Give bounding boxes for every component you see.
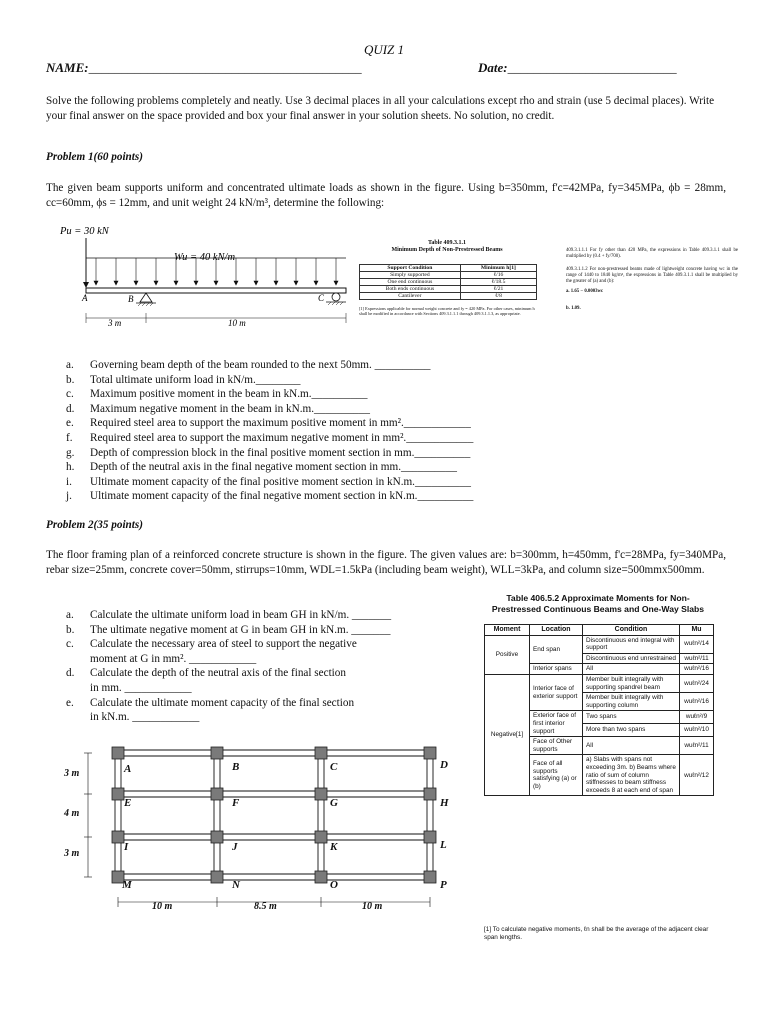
question-letter: b. [66,623,75,636]
list-item [66,402,473,417]
table409-footnote: [1] Expressions applicable for normal weight concrete and fy = 420 MPa. For other cases, minimum h shall be modified in accordance with Sections 409.3.1.1.1 through 409.3.1.1.3, as appropriate. [359,306,535,317]
question-letter: b. [66,373,75,386]
problem2-questions [66,608,476,725]
question-text: Required steel area to support the maximum positive moment in mm².____________ [90,417,471,430]
table406-mu: wuℓn²/10 [680,724,714,737]
name-field [46,60,362,76]
question-text: Maximum negative moment in the beam in kN.m.__________ [90,402,370,415]
side-notes [566,248,738,312]
question-text: Depth of compression block in the final positive moment section in mm.__________ [90,446,471,459]
side-note-1: 409.3.1.1.1 For fy other than 420 MPa, the expressions in Table 409.3.1.1 shall be multiplied by (0.4 + fy/700). [566,248,738,259]
question-text-cont: in kN.m. ____________ [90,711,200,724]
table406-mu: wuℓn²/11 [680,653,714,664]
table406-mu: wuℓn²/24 [680,674,714,692]
beam-drawing [83,238,346,323]
table406-h-moment: Moment [485,625,530,636]
table406-mu: wuℓn²/9 [680,711,714,724]
table406-title-line2: Prestressed Continuous Beams and One-Way Slabs [491,604,705,614]
table406-cond: Member built integrally with supporting spandrel beam [583,674,680,692]
table406-mu: wuℓn²/11 [680,737,714,755]
table406-cond: All [583,737,680,755]
table406-cond: Member built integrally with supporting column [583,693,680,711]
table406-h-condition: Condition [583,625,680,636]
table406-title [478,593,718,615]
table406-negative: Negative[1] [485,674,530,795]
table406-loc: Interior spans [530,664,583,675]
node-label: P [440,879,447,891]
table406-loc: Exterior face of first interior support [530,711,583,737]
question-text: The ultimate negative moment at G in beam GH in kN.m. _______ [90,623,391,636]
table-row [360,272,537,279]
question-letter: e. [66,417,74,430]
quiz-title: QUIZ 1 [363,42,405,57]
table406-cond: a) Slabs with spans not exceeding 3m. b) Beams where ratio of sum of column stiffnesses to beam stiffness exceeds 8 at each end of span [583,755,680,796]
question-text: Depth of the neutral axis in the final negative moment section in mm.__________ [90,461,457,474]
list-item [66,358,473,373]
name-blank: __________________________________________ [88,60,362,75]
question-letter: a. [66,609,74,621]
question-letter: d. [66,667,75,680]
table409 [359,264,537,300]
framing-plan [56,740,466,918]
list-item [66,373,473,388]
table406-loc: Interior face of exterior support [530,674,583,710]
vdim-label: 3 m [64,768,80,779]
node-label: D [440,759,448,771]
table409-condition: Simply supported [360,272,461,279]
table409-condition: Cantilever [360,293,461,300]
table409-col1: Support Condition [360,265,461,272]
wu-label: Wu = 40 kN/m [174,252,236,263]
instructions: Solve the following problems completely and neatly. Use 3 decimal places in all your calculations except rho and strain (use 5 decimal places). Write your final answer on the space provided and box your final answer in your solution sheets. No solution, no credit. [46,95,715,122]
node-label: J [232,841,238,853]
table406-cond: More than two spans [583,724,680,737]
table-row [485,674,714,692]
problem1-heading: Problem 1(60 points) [46,151,143,163]
list-item [66,608,476,623]
question-text: Calculate the necessary area of steel to support the negative [90,638,357,651]
dim-left-label: 3 m [108,318,122,328]
node-label: A [124,763,132,775]
table406-title-line1: Table 406.5.2 Approximate Moments for Non- [506,593,690,603]
side-note-2: 409.3.1.1.2 For non-prestressed beams made of lightweight concrete having wc in the range of 1440 to 1840 kg/m³, the expressions in Table 409.3.1.1 shall be multiplied by the greater of (a) and (b): [566,267,738,284]
question-text: Calculate the ultimate moment capacity of the final section [90,696,355,709]
list-item [66,489,473,504]
list-item [66,637,476,666]
table409-col2: Minimum h[1] [460,265,536,272]
question-text: Required steel area to support the maximum negative moment in mm².____________ [90,431,474,444]
problem2-heading: Problem 2(35 points) [46,519,143,531]
table406-cond: Discontinuous end unrestrained [583,653,680,664]
table406-cond: All [583,664,680,675]
table406-loc: End span [530,635,583,664]
question-letter: g. [66,446,75,459]
node-label: M [122,879,132,891]
question-text: Calculate the depth of the neutral axis of the final section [90,667,346,680]
question-text: Total ultimate uniform load in kN/m.________ [90,373,301,386]
date-label: Date: [478,60,508,75]
list-item [66,475,473,490]
question-text-cont: in mm. ____________ [90,681,192,694]
question-letter: c. [66,388,74,401]
table406-header-row [485,625,714,636]
question-text: Ultimate moment capacity of the final positive moment section in kN.m.__________ [90,475,471,488]
node-label: K [330,841,338,853]
table406-mu: wuℓn²/16 [680,664,714,675]
question-letter: e. [66,696,74,709]
table406-footnote: [1] To calculate negative moments, ℓn shall be the average of the adjacent clear span lengths. [484,926,709,941]
problem1-questions [66,358,473,504]
node-label: N [232,879,240,891]
node-label: L [440,839,447,851]
question-text: Ultimate moment capacity of the final negative moment section in kN.m.__________ [90,490,474,503]
table406-positive: Positive [485,635,530,674]
vdim-label: 4 m [64,808,80,819]
pu-label: Pu = 30 kN [60,226,109,237]
table409-condition: Both ends continuous [360,286,461,293]
list-item [66,416,473,431]
table406-cond: Discontinuous end integral with support [583,635,680,653]
problem1-text: The given beam supports uniform and concentrated ultimate loads as shown in the figure. Using b=350mm, f'c=42MPa, fy=345MPa, ϕb = 28mm, cc=60mm, ϕs = 12mm, and unit weight 24 kN/m³, determine the following: [46,182,726,209]
table406-loc: Face of all supports satisfying (a) or (b) [530,755,583,796]
table406-mu: wuℓn²/12 [680,755,714,796]
table406-mu: wuℓn²/14 [680,635,714,653]
table-row [360,279,537,286]
table-row [485,635,714,653]
list-item [66,460,473,475]
question-letter: c. [66,638,74,651]
question-text: Calculate the ultimate uniform load in beam GH in kN/m. _______ [90,609,392,621]
side-note-a: a. 1.65 − 0.0003wc [566,289,604,294]
table406 [484,624,714,796]
problem2-text: The floor framing plan of a reinforced concrete structure is shown in the figure. The given values are: b=300mm, h=450mm, f'c=28MPa, fy=340MPa, rebar size=25mm, concrete cover=50mm, stirrups=10mm, WDL=1.5kPa (including beam weight), WLL=3kPa, and column size=500mmx500mm. [46,549,726,576]
name-label: NAME: [46,60,89,75]
table-row [360,293,537,300]
point-c-label: C [318,293,325,303]
node-label: I [124,841,129,853]
table409-caption-number: Table 409.3.1.1 [427,240,467,246]
side-note-b: b. 1.09. [566,306,581,311]
table409-value: ℓ/16 [460,272,536,279]
point-a-label: A [82,293,88,303]
table406-mu: wuℓn²/16 [680,693,714,711]
question-text-cont: moment at G in mm². ____________ [90,652,257,665]
question-letter: h. [66,461,75,474]
plan-dimension-lines [84,753,430,907]
question-letter: i. [66,475,72,488]
table409-value: ℓ/21 [460,286,536,293]
hdim-label: 10 m [362,901,383,912]
node-label: G [330,797,338,809]
date-blank: __________________________ [507,60,677,75]
question-letter: d. [66,402,75,415]
table-row [360,286,537,293]
question-text: Governing beam depth of the beam rounded to the next 50mm. __________ [90,359,431,371]
table409-value: ℓ/18.5 [460,279,536,286]
table409-value: ℓ/8 [460,293,536,300]
list-item [66,696,476,725]
list-item [66,387,473,402]
framing-grid [115,750,433,880]
node-label: E [124,797,132,809]
question-text: Maximum positive moment in the beam in kN.m.__________ [90,388,368,401]
table409-caption-title: Minimum Depth of Non-Prestressed Beams [391,247,503,253]
vdim-label: 3 m [64,848,80,859]
columns [112,747,436,883]
table406-loc: Face of Other supports [530,737,583,755]
table406-h-location: Location [530,625,583,636]
table406-cond: Two spans [583,711,680,724]
beam-figure [56,218,356,336]
node-label: H [440,797,449,809]
question-letter: j. [66,490,72,503]
table409-header-row [360,265,537,272]
list-item [66,446,473,461]
hdim-label: 8.5 m [254,901,277,912]
question-letter: f. [66,431,73,444]
date-field [478,60,677,76]
table409-caption [357,240,537,254]
node-label: F [232,797,240,809]
hdim-label: 10 m [152,901,173,912]
table406-h-mu: Mu [680,625,714,636]
question-letter: a. [66,359,74,371]
list-item [66,623,476,638]
point-b-label: B [128,294,134,304]
list-item [66,666,476,695]
node-label: B [232,761,240,773]
dim-right-label: 10 m [228,318,246,328]
node-label: O [330,879,338,891]
node-label: C [330,761,338,773]
list-item [66,431,473,446]
table409-condition: One end continuous [360,279,461,286]
